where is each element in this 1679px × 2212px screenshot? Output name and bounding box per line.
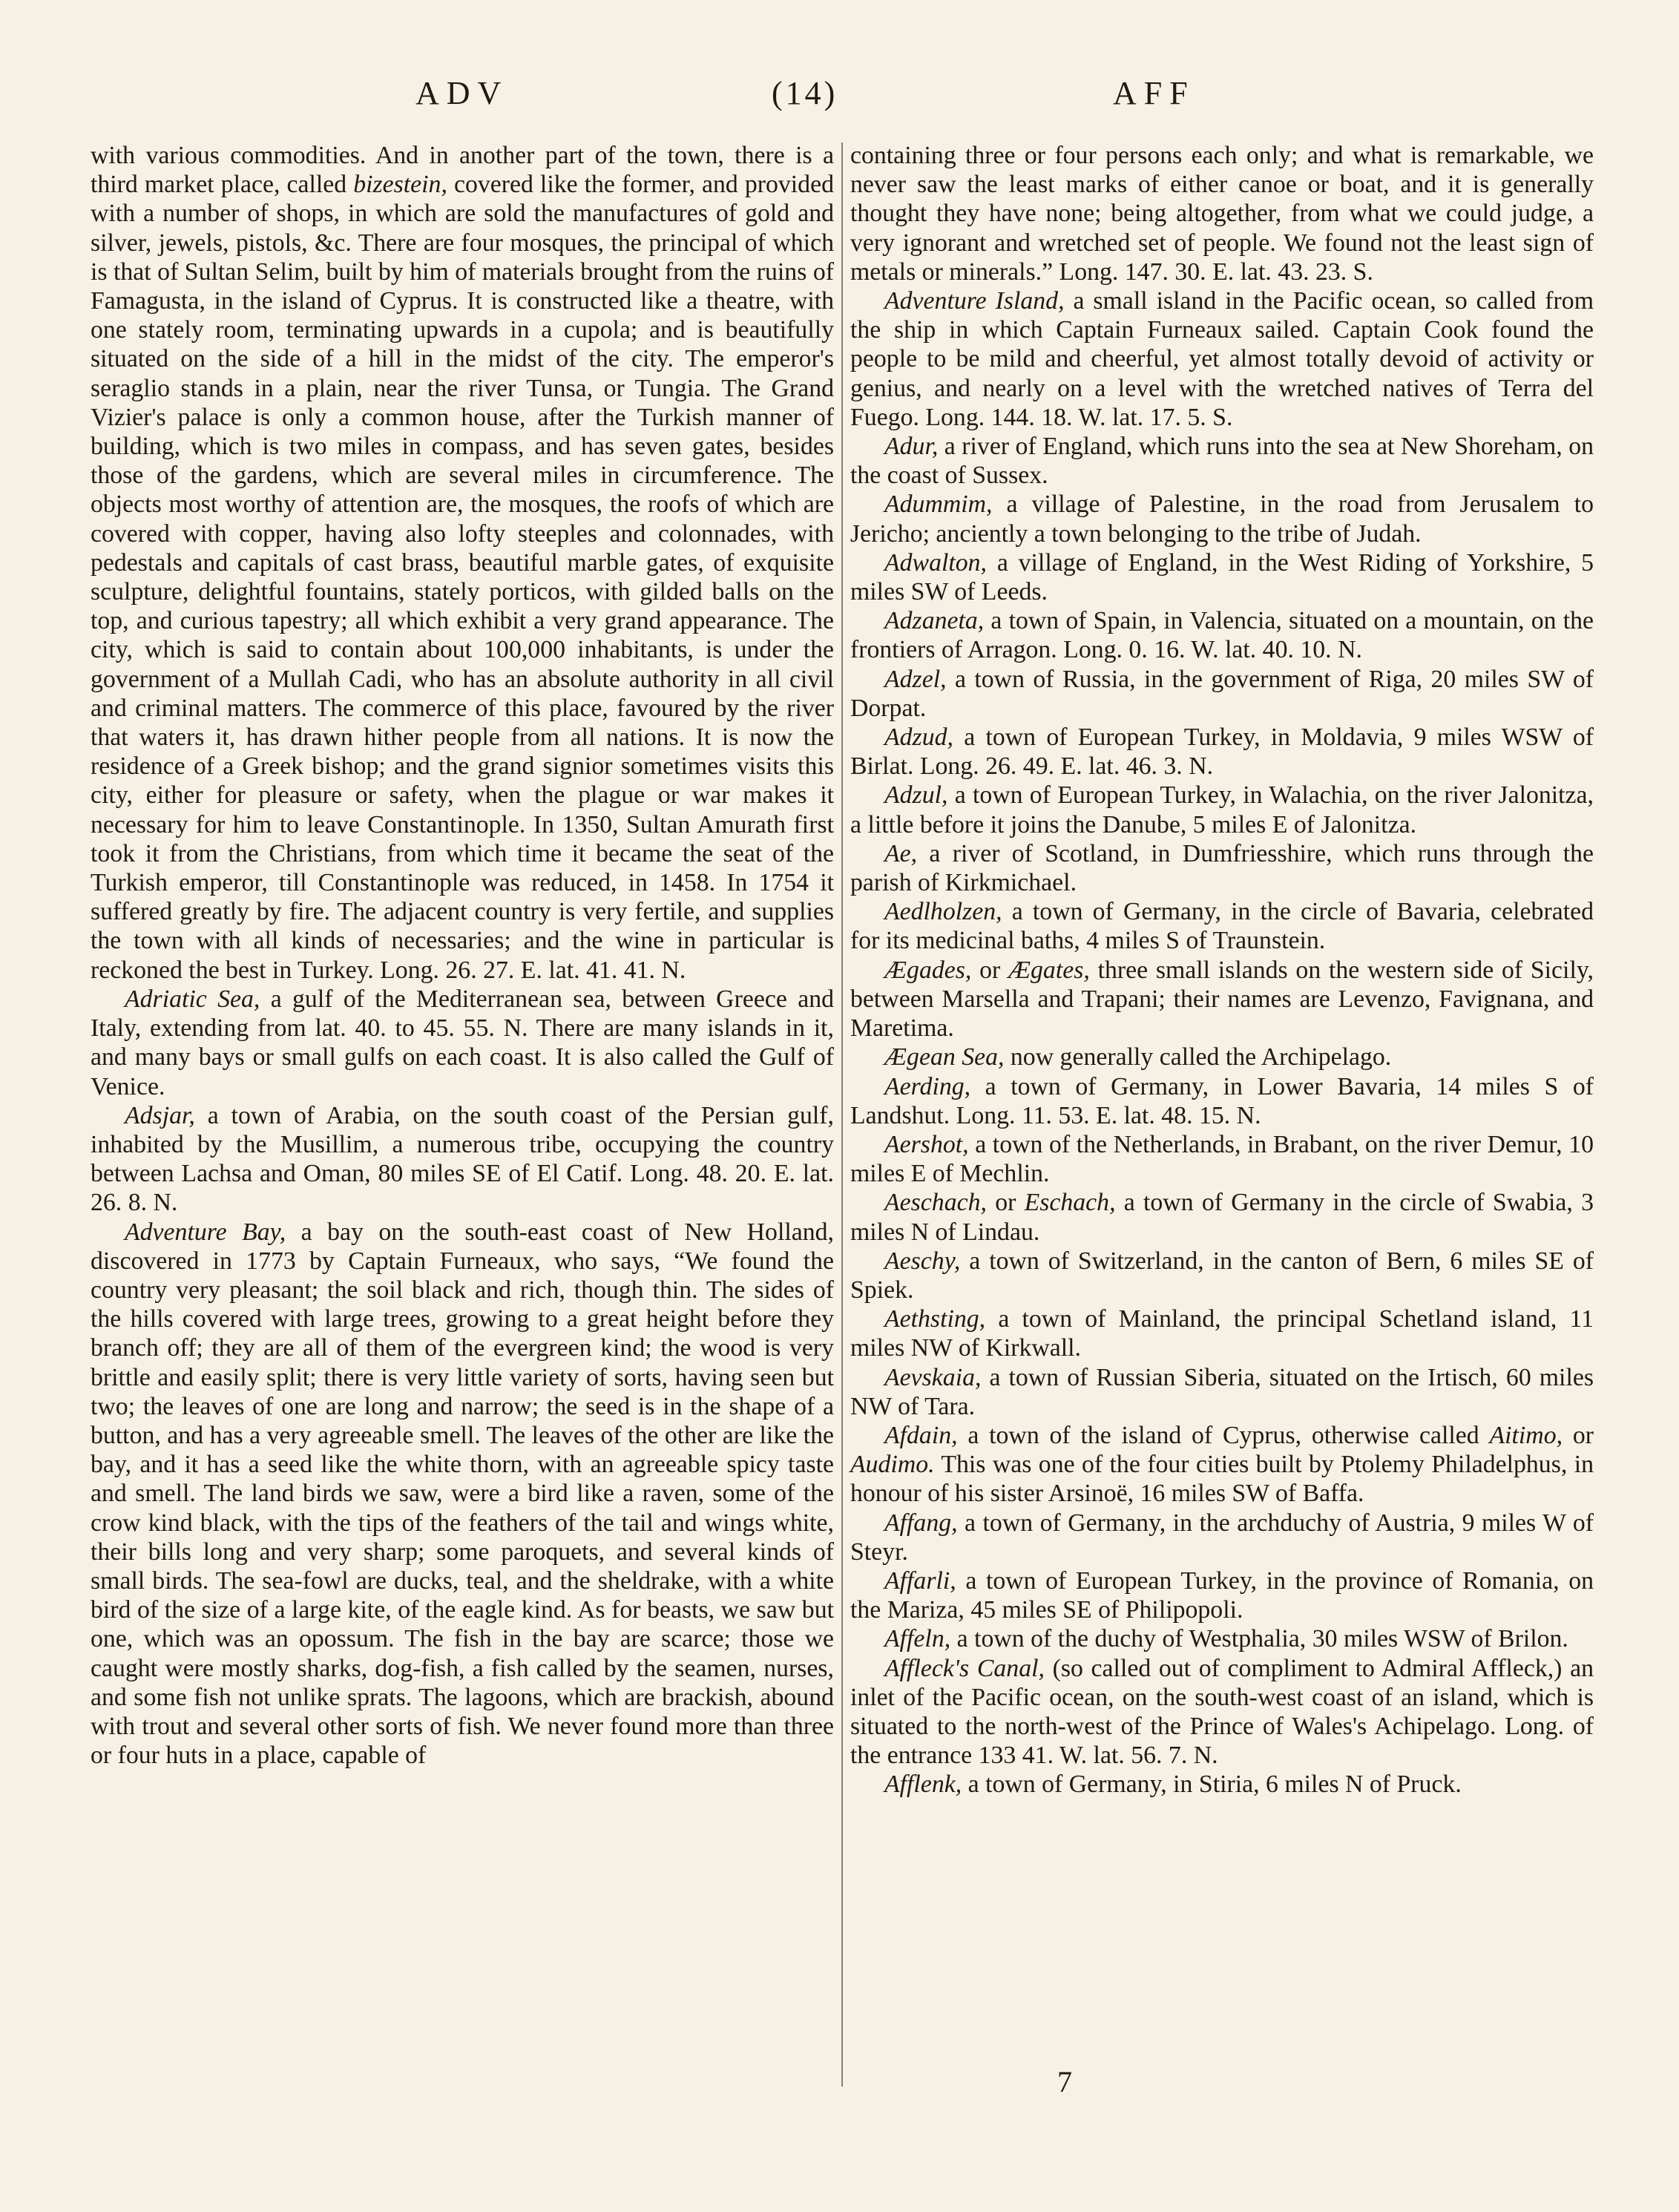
entry-headword: Adummim, — [884, 490, 993, 519]
right-column — [850, 141, 1594, 1799]
gazetteer-entry — [850, 1304, 1594, 1362]
entry-text: a small island in the Pacific ocean, so called from the ship in which Captain Furneaux sailed. Captain Cook found the people to be mild and cheerful, yet almost totally devoid of activity or genius, and nearly on a level with the wretched natives of Terra del Fuego. Long. 144. 18. W. lat. 17. 5. S. — [850, 287, 1594, 431]
gazetteer-entry — [91, 1101, 834, 1218]
entry-headword: Aedlholzen, — [884, 898, 1002, 926]
gazetteer-entry — [850, 1072, 1594, 1130]
entry-text: a town of the island of Cyprus, otherwise called — [957, 1421, 1490, 1449]
running-header — [415, 74, 1298, 119]
entry-headword: Aeschy, — [884, 1247, 961, 1275]
gazetteer-entry — [850, 723, 1594, 781]
gazetteer-entry — [850, 606, 1594, 664]
header-right-catchword: AFF — [1113, 75, 1195, 111]
gazetteer-entry — [850, 1130, 1594, 1188]
gazetteer-entry — [850, 1043, 1594, 1071]
entry-headword: Adriatic Sea, — [125, 985, 260, 1013]
entry-text: This was one of the four cities built by Ptolemy Philadelphus, in honour of his sister Arsinoë, 16 miles SW of Baffa. — [850, 1451, 1594, 1508]
entry-text: three small islands on the western side of Sicily, between Marsella and Trapani; their names are Levenzo, Favignana, and Maretima. — [850, 956, 1594, 1043]
gazetteer-entry — [850, 1247, 1594, 1304]
entry-text: a town of Russia, in the government of Riga, 20 miles SW of Dorpat. — [850, 665, 1594, 722]
entry-text: a town of European Turkey, in Walachia, on the river Jalonitza, a little before it joins the Danube, 5 miles E of Jalonitza. — [850, 781, 1594, 838]
entry-headword: Adur, — [884, 433, 939, 461]
entry-text: a town of European Turkey, in Moldavia, 9 miles WSW of Birlat. Long. 26. 49. E. lat. 46. 3. N. — [850, 723, 1594, 781]
gazetteer-entry — [850, 1363, 1594, 1421]
entry-headword: Adventure Island, — [884, 287, 1065, 315]
continued-paragraph — [850, 141, 1594, 286]
entry-text: a village of Palestine, in the road from Jerusalem to Jericho; anciently a town belonging to the tribe of Judah. — [850, 490, 1594, 548]
entry-headword: Affang, — [884, 1509, 958, 1537]
gazetteer-entry — [91, 1218, 834, 1770]
entry-text: covered like the former, and provided with a number of shops, in which are sold the manufactures of gold and silver, jewels, pistols, &c. There are four mosques, the principal of which is that of Sultan Selim, built by him of materials brought from the ruins of Famagusta, in the island of Cyprus. It is constructed like a theatre, with one stately room, terminating upwards in a cupola; and is beautifully situated on the side of a hill in the midst of the city. The emperor's seraglio stands in a plain, near the river Tunsa, or Tungia. The Grand Vizier's palace is only a common house, after the Turkish manner of building, which is two miles in compass, and has seven gates, besides those of the gardens, which are several miles in circumference. The objects most worthy of attention are, the mosques, the roofs of which are covered with copper, having also lofty steeples and colonnades, with pedestals and capitals of cast brass, beautiful marble gates, of exquisite sculpture, delightful fountains, stately porticos, with gilded balls on the top, and curious tapestry; all which exhibit a very grand appearance. The city, which is said to contain about 100,000 inhabitants, is under the government of a Mullah Cadi, who has an absolute authority in all civil and criminal matters. The commerce of this place, favoured by the river that waters it, has drawn hither people from all nations. It is now the residence of a Greek bishop; and the grand signior sometimes visits this city, either for pleasure or safety, when the plague or war makes it necessary for him to leave Constantinople. In 1350, Sultan Amurath first took it from the Christians, from which time it became the seat of the Turkish emperor, till Constantinople was reduced, in 1458. In 1754 it suffered greatly by fire. The adjacent country is very fertile, and supplies the town with all kinds of necessaries; and the wine in particular is reckoned the best in Turkey. Long. 26. 27. E. lat. 41. 41. N. — [91, 171, 834, 984]
gazetteer-entry — [850, 490, 1594, 548]
entry-text: or — [971, 956, 1008, 984]
entry-headword: Adzul, — [884, 781, 948, 810]
entry-text: now generally called the Archipelago. — [1004, 1043, 1392, 1071]
entry-text: a river of England, which runs into the sea at New Shoreham, on the coast of Sussex. — [850, 433, 1594, 490]
entry-headword: Afdain, — [884, 1421, 958, 1449]
entry-headword: Eschach, — [1024, 1189, 1116, 1217]
entry-headword: Adsjar, — [125, 1101, 195, 1129]
column-divider — [841, 142, 843, 2087]
entry-headword: Ægean Sea, — [884, 1043, 1005, 1071]
entry-headword: Adzel, — [884, 665, 947, 693]
entry-text: a town of Germany, in Stiria, 6 miles N of Pruck. — [962, 1770, 1462, 1799]
gazetteer-entry — [850, 956, 1594, 1043]
entry-headword: Adwalton, — [884, 548, 988, 577]
entry-text: a town of Mainland, the principal Schetland island, 11 miles NW of Kirkwall. — [850, 1305, 1594, 1362]
gazetteer-entry — [850, 1509, 1594, 1566]
entry-headword: bizestein, — [353, 171, 447, 199]
gazetteer-entry — [850, 1566, 1594, 1624]
entry-headword: Aevskaia, — [884, 1363, 982, 1391]
entry-headword: Afflenk, — [884, 1770, 962, 1799]
entry-text: (so called out of compliment to Admiral Affleck,) an inlet of the Pacific ocean, on the south-west coast of an island, which is situated to the north-west of the Prince of Wales's Achipelago. Long. of the entrance 133 41. W. lat. 56. 7. N. — [850, 1654, 1594, 1770]
entry-headword: Affeln, — [884, 1625, 951, 1653]
entry-text: a river of Scotland, in Dumfriesshire, which runs through the parish of Kirkmichael. — [850, 839, 1594, 897]
entry-text: a town of Arabia, on the south coast of the Persian gulf, inhabited by the Musillim, a numerous tribe, occupying the country between Lachsa and Oman, 80 miles SE of El Catif. Long. 48. 20. E. lat. 26. 8. N. — [91, 1101, 834, 1217]
entry-text: a town of Switzerland, in the canton of Bern, 6 miles SE of Spiek. — [850, 1247, 1594, 1304]
continued-paragraph — [91, 141, 834, 985]
entry-text: a town of Germany in the circle of Swabia, 3 miles N of Lindau. — [850, 1189, 1594, 1246]
entry-headword: Aethsting, — [884, 1305, 986, 1333]
entry-headword: Aershot, — [884, 1130, 969, 1158]
gazetteer-entry — [850, 1421, 1594, 1509]
entry-headword: Adventure Bay, — [125, 1218, 286, 1246]
entry-headword: Affleck's Canal, — [884, 1654, 1045, 1682]
entry-headword: Ægates, — [1008, 956, 1090, 984]
entry-text: a bay on the south-east coast of New Holland, discovered in 1773 by Captain Furneaux, who says, “We found the country very pleasant; the soil black and rich, though thin. The sides of the hills covered with large trees, growing to a great height before they branch off; they are all of them of the evergreen kind; the wood is very brittle and easily split; there is very little variety of sorts, having seen but two; the leaves of one are long and narrow; the seed is in the shape of a button, and has a very agreeable smell. The leaves of the other are like the bay, and it has a seed like the white thorn, with an agreeable spicy taste and smell. The land birds we saw, were a bird like a raven, some of the crow kind black, with the tips of the feathers of the tail and wings white, their bills long and very sharp; some paroquets, and several kinds of small birds. The sea-fowl are ducks, teal, and the sheldrake, with a white bird of the size of a large kite, of the eagle kind. As for beasts, we saw but one, which was an opossum. The fish in the bay are scarce; those we caught were mostly sharks, dog-fish, a fish called by the seamen, nurses, and some fish not unlike sprats. The lagoons, which are brackish, abound with trout and several other sorts of fish. We never found more than three or four huts in a place, capable of — [91, 1218, 834, 1770]
gazetteer-entry — [850, 1654, 1594, 1770]
gazetteer-entry — [850, 548, 1594, 606]
header-left-catchword: ADV — [415, 75, 509, 111]
gazetteer-entry — [850, 1624, 1594, 1653]
gazetteer-entry — [850, 1770, 1594, 1799]
signature-mark: 7 — [1057, 2065, 1072, 2098]
entry-text: a town of Germany, in the archduchy of Austria, 9 miles W of Steyr. — [850, 1509, 1594, 1566]
entry-headword: Aitimo, — [1489, 1421, 1563, 1449]
page-number: (14) — [772, 75, 838, 111]
entry-text: a town of the duchy of Westphalia, 30 miles WSW of Brilon. — [950, 1625, 1568, 1653]
gazetteer-entry — [91, 985, 834, 1101]
entry-headword: Audimo. — [850, 1451, 935, 1479]
entry-headword: Ægades, — [884, 956, 972, 984]
entry-text: a town of Russian Siberia, situated on the Irtisch, 60 miles NW of Tara. — [850, 1363, 1594, 1420]
gazetteer-entry — [850, 432, 1594, 490]
entry-headword: Affarli, — [884, 1566, 956, 1595]
gazetteer-entry — [850, 897, 1594, 955]
entry-text: a town of Germany, in the circle of Bavaria, celebrated for its medicinal baths, 4 miles S of Traunstein. — [850, 898, 1594, 955]
gazetteer-entry — [850, 1188, 1594, 1246]
entry-headword: Ae, — [884, 839, 918, 867]
entry-headword: Adzud, — [884, 723, 953, 752]
entry-headword: Aerding, — [884, 1072, 971, 1100]
gazetteer-entry — [850, 839, 1594, 897]
entry-text: or — [986, 1189, 1025, 1217]
entry-text: with various commodities. And in another part of the town, there is a third market place, called — [91, 142, 834, 199]
entry-text: containing three or four persons each only; and what is remarkable, we never saw the least marks of either canoe or boat, and it is generally thought they have none; being altogether, from what we could judge, a very ignorant and wretched set of people. We found not the least sign of metals or minerals.” Long. 147. 30. E. lat. 43. 23. S. — [850, 142, 1594, 286]
entry-text: a town of Germany, in Lower Bavaria, 14 miles S of Landshut. Long. 11. 53. E. lat. 48. 15. N. — [850, 1072, 1594, 1129]
gazetteer-entry — [850, 286, 1594, 432]
entry-text: a gulf of the Mediterranean sea, between Greece and Italy, extending from lat. 40. to 45. 55. N. There are many islands in it, and many bays or small gulfs on each coast. It is also called the Gulf of Venice. — [91, 985, 834, 1100]
gazetteer-entry — [850, 665, 1594, 723]
entry-text: a town of the Netherlands, in Brabant, on the river Demur, 10 miles E of Mechlin. — [850, 1130, 1594, 1188]
entry-headword: Adzaneta, — [884, 607, 985, 635]
entry-text: a village of England, in the West Riding of Yorkshire, 5 miles SW of Leeds. — [850, 548, 1594, 606]
entry-text: a town of European Turkey, in the province of Romania, on the Mariza, 45 miles SE of Philipopoli. — [850, 1566, 1594, 1624]
left-column — [91, 141, 834, 1770]
entry-headword: Aeschach, — [884, 1189, 987, 1217]
entry-text: or — [1563, 1421, 1594, 1449]
gazetteer-entry — [850, 781, 1594, 838]
entry-text: a town of Spain, in Valencia, situated on a mountain, on the frontiers of Arragon. Long. 0. 16. W. lat. 40. 10. N. — [850, 607, 1594, 664]
